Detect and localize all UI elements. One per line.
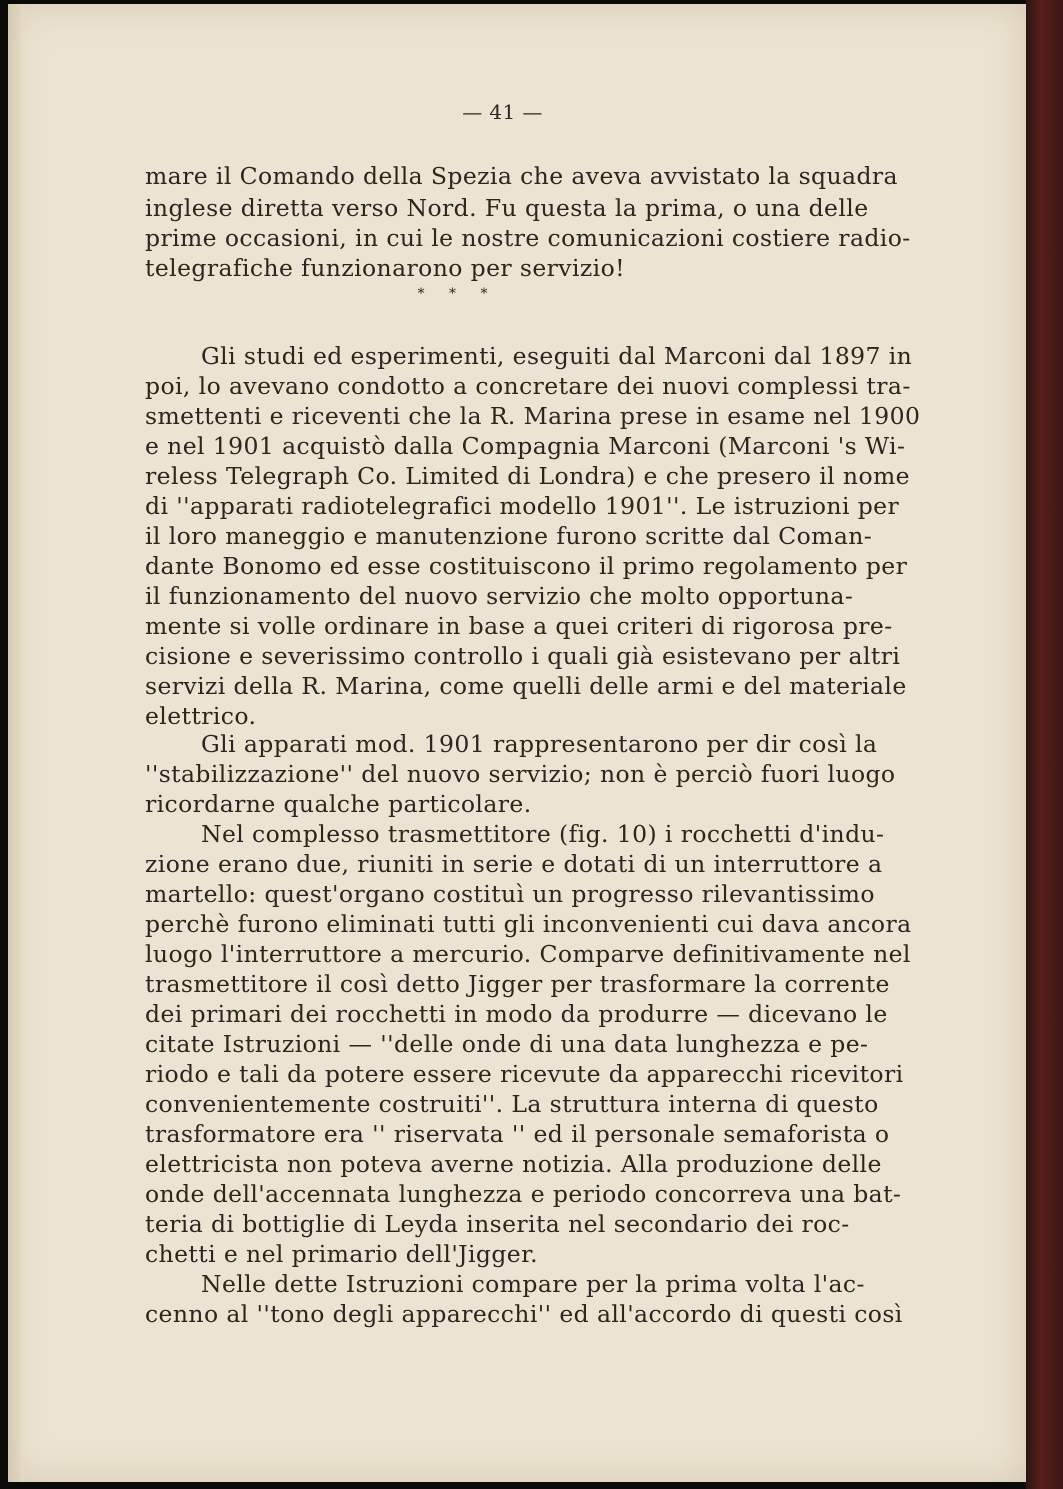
text-line: inglese diretta verso Nord. Fu questa la prima, o una delle [145,194,869,222]
text-line: cisione e severissimo controllo i quali già esistevano per altri [145,642,901,670]
text-line: Gli studi ed esperimenti, eseguiti dal Marconi dal 1897 in [201,342,913,370]
text-line: elettricista non poteva averne notizia. Alla produzione delle [145,1150,882,1178]
text-line: elettrico. [145,702,257,730]
section-separator: * * * [417,286,498,302]
text-line: citate Istruzioni — ''delle onde di una data lunghezza e pe- [145,1030,869,1058]
text-line: luogo l'interruttore a mercurio. Comparve definitivamente nel [145,940,911,968]
book-spine [1026,0,1063,1489]
text-line: Nel complesso trasmettitore (fig. 10) i rocchetti d'indu- [201,820,885,848]
page-number: — 41 — [462,100,543,124]
text-line: chetti e nel primario dell'Jigger. [145,1240,539,1268]
text-line: di ''apparati radiotelegrafici modello 1901''. Le istruzioni per [145,492,900,520]
text-line: il funzionamento del nuovo servizio che molto opportuna- [145,582,854,610]
text-line: dante Bonomo ed esse costituiscono il primo regolamento per [145,552,908,580]
text-line: smettenti e riceventi che la R. Marina prese in esame nel 1900 [145,402,921,430]
text-line: zione erano due, riuniti in serie e dotati di un interruttore a [145,850,883,878]
text-line: ricordarne qualche particolare. [145,790,532,818]
text-line: onde dell'accennata lunghezza e periodo concorreva una bat- [145,1180,902,1208]
text-line: teria di bottiglie di Leyda inserita nel secondario dei roc- [145,1210,850,1238]
text-line: trasmettitore il così detto Jigger per trasformare la corrente [145,970,890,998]
text-line: telegrafiche funzionarono per servizio! [145,254,625,282]
text-line: prime occasioni, in cui le nostre comunicazioni costiere radio- [145,224,911,252]
text-line: reless Telegraph Co. Limited di Londra) e che presero il nome [145,462,910,490]
text-line: trasformatore era '' riservata '' ed il personale semaforista o [145,1120,890,1148]
text-line: il loro maneggio e manutenzione furono scritte dal Coman- [145,522,873,550]
text-line: perchè furono eliminati tutti gli inconvenienti cui dava ancora [145,910,912,938]
text-line: dei primari dei rocchetti in modo da produrre — dicevano le [145,1000,888,1028]
text-line: riodo e tali da potere essere ricevute da apparecchi ricevitori [145,1060,904,1088]
text-line: Gli apparati mod. 1901 rappresentarono per dir così la [201,730,878,758]
text-line: cenno al ''tono degli apparecchi'' ed all'accordo di questi così [145,1300,903,1328]
text-line: convenientemente costruiti''. La struttura interna di questo [145,1090,879,1118]
text-line: mente si volle ordinare in base a quei criteri di rigorosa pre- [145,612,893,640]
text-line: servizi della R. Marina, come quelli delle armi e del materiale [145,672,907,700]
text-line: ''stabilizzazione'' del nuovo servizio; non è perciò fuori luogo [145,760,896,788]
text-line: e nel 1901 acquistò dalla Compagnia Marconi (Marconi 's Wi- [145,432,906,460]
text-line: mare il Comando della Spezia che aveva avvistato la squadra [145,162,898,190]
text-line: Nelle dette Istruzioni compare per la prima volta l'ac- [201,1270,865,1298]
text-line: poi, lo avevano condotto a concretare dei nuovi complessi tra- [145,372,911,400]
page-gutter [8,4,24,1482]
text-line: martello: quest'organo costituì un progresso rilevantissimo [145,880,875,908]
